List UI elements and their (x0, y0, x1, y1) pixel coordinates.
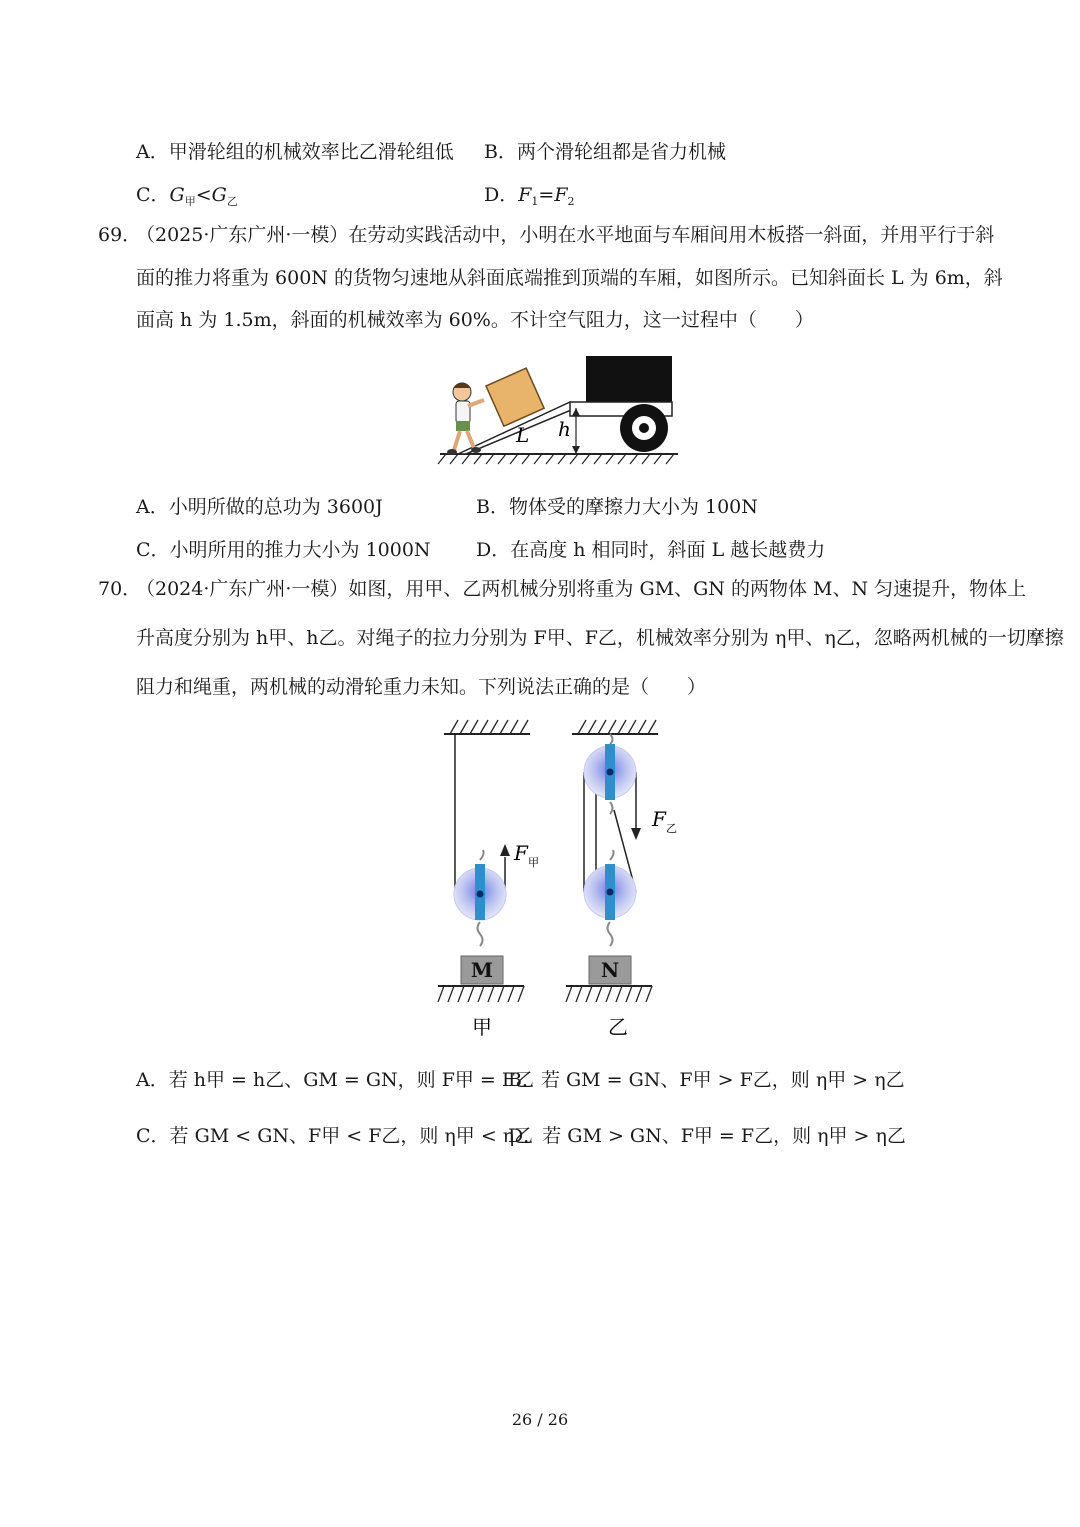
math-op: < (195, 184, 212, 206)
option-d: D．若 GM > GN、F甲 = F乙，则 η甲 > η乙 (508, 1125, 906, 1147)
option-label: D． (484, 184, 519, 206)
ceiling-yi (572, 720, 658, 734)
height-arrow-bottom (572, 446, 580, 454)
pulley-figure (430, 712, 677, 1042)
option-b: B．两个滑轮组都是省力机械 (484, 141, 726, 163)
page-number: 26 / 26 (511, 1410, 569, 1429)
floor-yi (566, 986, 652, 1002)
option-b: B．物体受的摩擦力大小为 100N (476, 496, 758, 518)
math-sub: 1 (531, 195, 539, 208)
math-var: G (211, 184, 227, 206)
incline-figure (430, 350, 690, 470)
hook-bottom-jia (478, 922, 483, 946)
question-text-line: 阻力和绳重，两机械的动滑轮重力未知。下列说法正确的是（ ） (136, 676, 707, 698)
label-yi: 乙 (608, 1015, 628, 1039)
label-jia: 甲 (472, 1015, 492, 1039)
question-text-line: 面的推力将重为 600N 的货物匀速地从斜面底端推到顶端的车厢，如图所示。已知斜面长 L 为 6m，斜 (136, 267, 1003, 289)
hook-connect-yi (610, 802, 613, 814)
option-c: C．若 GM < GN、F甲 < F乙，则 η甲 < η乙 (136, 1125, 534, 1147)
math-sub: 甲 (184, 195, 196, 208)
movable-pulley-axle-yi (607, 889, 614, 896)
arrow-f-jia (500, 844, 510, 856)
label-l: L (516, 423, 530, 447)
question-text-line: （2025·广东广州·一模）在劳动实践活动中，小明在水平地面与车厢间用木板搭一斜面，并用平行于斜 (136, 224, 995, 246)
label-h: h (558, 417, 571, 441)
option-c (136, 180, 238, 209)
question-text-line: 面高 h 为 1.5m，斜面的机械效率为 60%。不计空气阻力，这一过程中（ ） (136, 309, 814, 331)
option-a: A．甲滑轮组的机械效率比乙滑轮组低 (136, 141, 454, 163)
label-n: N (600, 958, 620, 982)
label-f-jia: F (514, 841, 528, 865)
option-d (484, 180, 575, 208)
fixed-pulley-axle-yi (607, 769, 614, 776)
truck-cargo-box (586, 356, 672, 406)
ground-hatch (438, 454, 674, 464)
question-number: 69． (98, 224, 142, 246)
question-number: 70． (98, 578, 142, 600)
question-text-line: （2024·广东广州·一模）如图，用甲、乙两机械分别将重为 GM、GN 的两物体 M、N 匀速提升，物体上 (136, 578, 1027, 600)
math-sub: 乙 (226, 195, 238, 208)
math-var: F (518, 184, 532, 206)
hook-top-jia (480, 850, 484, 860)
math-op: = (538, 184, 555, 206)
math-var: F (554, 184, 568, 206)
label-f-jia-sub: 甲 (528, 856, 539, 869)
option-a: A．若 h甲 = h乙、GM = GN，则 F甲 = F乙 (136, 1069, 535, 1091)
hook-bottom-yi (608, 922, 613, 946)
option-d: D．在高度 h 相同时，斜面 L 越长越费力 (476, 539, 826, 561)
option-c: C．小明所用的推力大小为 1000N (136, 539, 431, 561)
pulley-axle-jia (477, 891, 484, 898)
option-a: A．小明所做的总功为 3600J (136, 496, 383, 518)
hook-top-yi (610, 850, 614, 860)
option-b: B．若 GM = GN、F甲 > F乙，则 η甲 > η乙 (508, 1069, 905, 1091)
math-sub: 2 (567, 195, 575, 208)
label-f-yi-sub: 乙 (666, 822, 677, 835)
ceiling-jia (444, 720, 530, 734)
arrow-f-yi (631, 828, 641, 840)
math-var: G (169, 184, 185, 206)
label-f-yi: F (652, 807, 666, 831)
floor-jia (438, 986, 524, 1002)
hook-fixed-yi (610, 734, 613, 744)
label-m: M (470, 958, 494, 982)
question-text-line: 升高度分别为 h甲、h乙。对绳子的拉力分别为 F甲、F乙，机械效率分别为 η甲、η乙，忽略两机械的一切摩擦 (136, 627, 1064, 649)
wheel-hub (639, 423, 649, 433)
option-label: C． (136, 184, 170, 206)
